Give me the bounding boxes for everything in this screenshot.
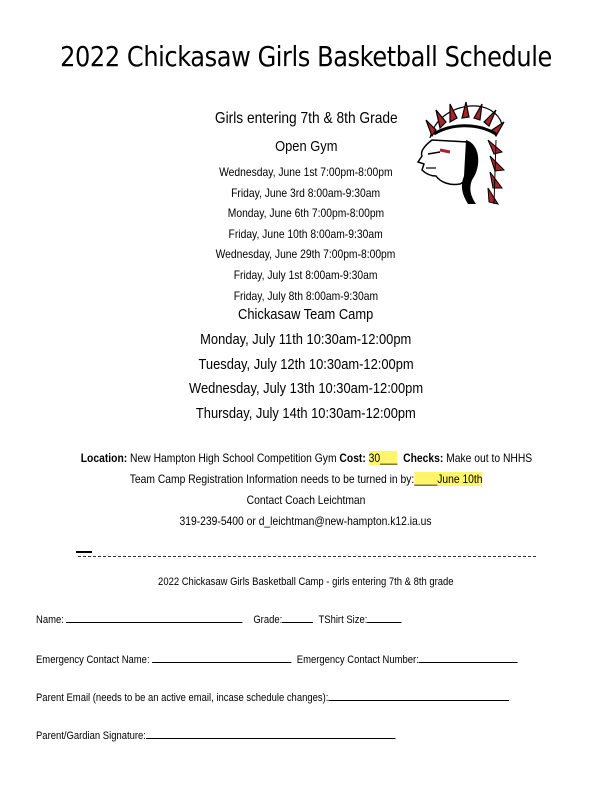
cost-value: 30___: [368, 451, 397, 465]
registration-line: Team Camp Registration Information needs to be turned in by:____June 10th: [129, 472, 483, 486]
registration-date: ____June 10th: [414, 472, 483, 486]
form-title: 2022 Chickasaw Girls Basketball Camp - girls entering 7th & 8th grade: [158, 576, 454, 588]
open-gym-list: [0, 162, 612, 306]
team-camp-heading: Chickasaw Team Camp: [238, 306, 374, 323]
divider: [76, 551, 92, 553]
list-item: Friday, July 1st 8:00am-9:30am: [234, 267, 378, 282]
list-item: Thursday, July 14th 10:30am-12:00pm: [196, 404, 416, 422]
list-item: Friday, July 8th 8:00am-9:30am: [233, 288, 379, 303]
emergency-name-field[interactable]: [152, 652, 291, 663]
tshirt-size-field[interactable]: [367, 612, 401, 623]
signature-row: Parent/Gardian Signature:: [36, 728, 395, 742]
grade-field[interactable]: [282, 612, 313, 623]
info-block: [0, 448, 612, 532]
contact-line: Contact Coach Leichtman: [246, 493, 366, 507]
name-field[interactable]: [67, 612, 243, 623]
list-item: Monday, June 6th 7:00pm-8:00pm: [227, 206, 385, 221]
open-gym-heading: Open Gym: [274, 138, 338, 155]
page-title: 2022 Chickasaw Girls Basketball Schedule: [60, 40, 552, 73]
list-item: Wednesday, July 13th 10:30am-12:00pm: [188, 380, 423, 397]
grade-heading: Girls entering 7th & 8th Grade: [214, 110, 398, 127]
emergency-number-field[interactable]: [419, 652, 518, 663]
list-item: Wednesday, June 29th 7:00pm-8:00pm: [216, 247, 396, 262]
signature-field[interactable]: [146, 728, 395, 739]
parent-email-field[interactable]: [328, 690, 509, 701]
emergency-row: Emergency Contact Name: Emergency Contact Number:: [36, 652, 518, 666]
team-camp-list: [0, 328, 612, 426]
list-item: Friday, June 3rd 8:00am-9:30am: [231, 185, 381, 200]
location-line: Location: New Hampton High School Competition Gym Cost: 30___ Checks: Make out to NHHS: [80, 451, 532, 465]
list-item: Monday, July 11th 10:30am-12:00pm: [200, 331, 412, 348]
list-item: Tuesday, July 12th 10:30am-12:00pm: [198, 355, 414, 373]
chief-logo-icon: [410, 100, 506, 208]
name-row: Name: Grade: TShirt Size:: [36, 612, 402, 626]
cut-line: [78, 556, 536, 557]
list-item: Friday, June 10th 8:00am-9:30am: [228, 226, 384, 241]
phone-email-line: 319-239-5400 or d_leichtman@new-hampton.k12.ia.us: [179, 514, 433, 528]
list-item: Wednesday, June 1st 7:00pm-8:00pm: [219, 165, 393, 179]
parent-email-row: Parent Email (needs to be an active email, incase schedule changes):: [36, 690, 509, 704]
